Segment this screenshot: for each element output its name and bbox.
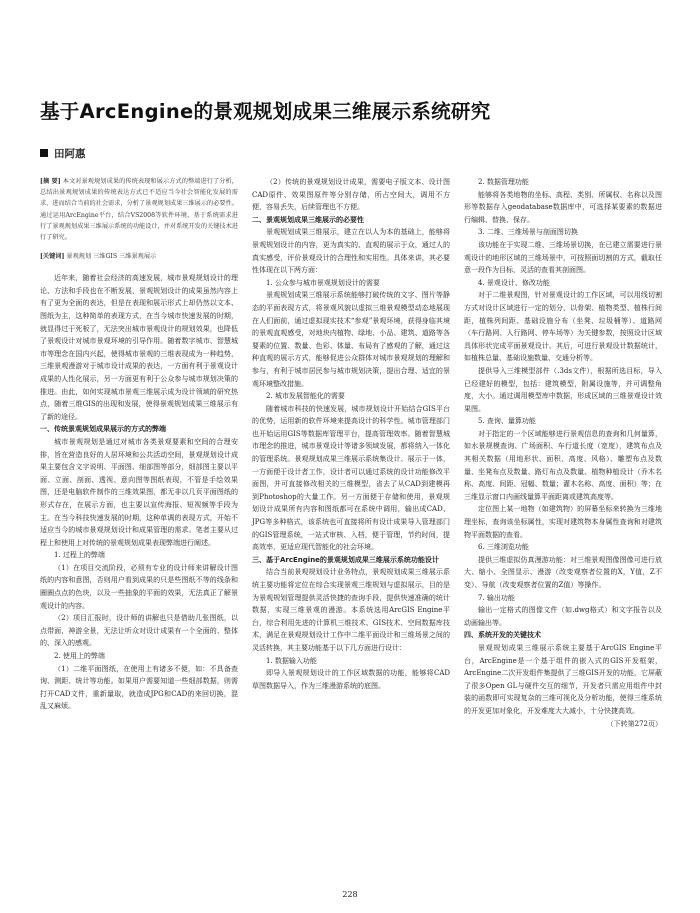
section-heading: 一、传统景观规划成果展示的方式的弊端 [40, 425, 166, 434]
subheading: 1. 数据输入功能 [266, 656, 317, 665]
paragraph: 能够将各类地物的坐标、高程、类别、所属权、名称以及图形等数据存入geodatabase数据库中，可选择某要素的数据进行编辑、替换、保存。 [464, 190, 662, 224]
paragraph: 景观规划成果三维展示系统能够打破传统的文字、图片等静态的平面表现方式，将景观风貌以虚拟三维景观模型动态地展现在人们面前，通过虚拟现实技术“参观”景观环境，获得身临其境的景观直观感受，对地块内植物、绿地、小品、建筑、道路等各要素的位置、数量、色彩、体量、布局有了感观的了解，通过这种直观的展示方式，能够促进公众群体对城市景观规划的理解和参与，有利于城市居民参与城市规划决策，提出合理、适宜的景观环境整改措施。 [252, 291, 450, 388]
abstract-label: [摘 要] [40, 178, 61, 185]
column-1 [40, 176, 238, 713]
paragraph: （2）传统的景观规划设计成果，需要电子版文本、设计图CAD原件、效果图原件等分别存储，所占空间大，调用不方便，容易丢失，后续管理也不方便。 [252, 178, 450, 212]
keywords [40, 251, 238, 262]
paragraph: 景观规划成果三维展示系统主要基于ArcGIS Engine平台，ArcEngine是一个基于组件的嵌入式的GIS开发框架，ArcEngine二次开发组件集提供了三维GIS开发的功能，它屏蔽了很多Open GL与硬件交互的细节，开发者只需应用组件中封装的函数即可实现复杂的三维可视化及分析功能，使得三维系统的开发更加对象化，开发难度大大减小，十分快捷高效。 [464, 643, 662, 715]
section-heading: 四、系统开发的关键技术 [464, 631, 541, 640]
abstract [40, 176, 238, 243]
continued-note: （下转第272页） [606, 719, 662, 728]
paragraph: 结合当前景观规划设计业务特点，景观规划成果三维展示系统主要功能将定位在综合实现景观三维规划与虚拟展示，目的是为景观规划管理提供灵活快捷的查询手段，提供快速准确的统计数据，实现三维景观的漫游。本系统选用ArcGIS Engine平台，综合利用先进的计算机三维技术、GIS技术、空间数据库技术，满足在景观规划设计工作中二维平面设计和三维场景之间的灵活转换，其主要功能基于以下几方面进行设计： [252, 568, 450, 652]
paragraph: 随着城市科技的快速发展，城市规划设计开始结合GIS平台的优势，运用新的软件环境来提高设计的科学性。城市管理部门也开始运用GIS等数据库管理平台，提高管理效率。随着智慧城市理念的推进，城市景观设计等诸多领域发展，都将纳入一体化的管理系统。景观规划成果三维展示系统集设计、展示于一体，一方面便于设计者工作，设计者可以通过系统的设计功能修改平面图，并可直接修改相关的三维模型，省去了从CAD到建模再到Photoshop的大量工作。另一方面便于存储和使用，景观规划设计成果所有内容和图纸都可在系统中调用，输出成CAD、JPG等多种格式，该系统也可直接将所有设计成果导入管理部门的GIS管理系统，一站式审核、入档，便于管理，节约时间，提高效率，更适应现代智能化的社会环境。 [252, 404, 450, 552]
abstract-text: 本文对景观规划成果的传统表现和展示方式的弊端进行了分析，总结出景观规划成果的传统表达方式已不适应当今社会智能化发展的需求，进而结合当前的社会需求，分析了景观规划成果三维展示的必要性。通过运用ArcEngine平台，结合VS2008等软件环境，基于系统需求进行了景观规划成果三维展示系统的功能设计，并对系统开发的关键技术进行了研究。 [40, 178, 238, 242]
subheading: 7. 输出功能 [478, 593, 515, 602]
subheading: 5. 查询、量算功能 [478, 417, 536, 426]
author-marker [40, 149, 48, 157]
subheading: 6. 三维浏览功能 [478, 543, 529, 552]
subheading: 4. 景观设计、修改功能 [478, 278, 550, 287]
paragraph: 城市景观规划是通过对城市各类景观要素和空间的合理安排，旨在营造良好的人居环境和公共活动空间，景观规划设计成果主要包含文字说明、平面图、细部图等部分，细部图主要以平面、立面、剖面、透视、意向图等图纸表现，不管是手绘效果图，还是电脑软件制作的三维效果图，都无非以几页平面图纸的形式存在，在展示方面，也主要以宣传海报、短视频等手段为主。在当今科技快速发展的时期，这种单调的表现方式，开始不适应当今的城市景观规划设计和成果管理的需求。笔者主要从过程上和使用上对传统的景观规划成果表现弊端进行阐述。 [40, 437, 238, 547]
paragraph: （2）项目汇报时，设计师的讲解也只是借助几张图纸，以点带面，神游全景，无法让听众对设计成果有一个全面的、整体的、深入的感观。 [40, 614, 238, 648]
paragraph: 输出一定格式的图像文件（如.dwg格式）和文字报告以及动画输出等。 [464, 606, 662, 627]
subheading: 2. 使用上的弊端 [54, 652, 105, 661]
subheading: 2. 数据管理功能 [478, 178, 529, 186]
paragraph: 提供导入三维模型部件（.3ds文件），根据所选目标，导入已经建好的模型，包括：建筑模型，附属设施等，并可调整角度，大小。通过调用模型库中数据，形成区域的三维景观设计效果图。 [464, 366, 662, 413]
section-heading: 二、景观规划成果三维展示的必要性 [252, 215, 364, 224]
page-number: 228 [342, 890, 358, 899]
author-line [40, 146, 86, 161]
paragraph: 对于二维景观图，针对景观设计的工作区域，可以用线切割方式对设计区域进行一定的划分，以骨架、植物类型、植株行间距，植株列间距、基础设施分布（坐凳、垃圾桶等）、道路网（车行路网、人行路网、停车场等）为关键参数，按照设计区域具体形状完成平面景观设计。其后，可进行景观设计数据统计，如植株总量、基础设施数量、交通分析等。 [464, 291, 662, 363]
subheading: 1. 公众参与城市景观规划设计的需要 [266, 278, 380, 287]
subheading: 2. 城市发展智能化的需要 [266, 392, 345, 401]
paragraph: 对于指定的一个区域能够进行景观信息的查询和几何量算，如水景规模查询、广场面积、车行道长度（宽度），建筑布点及其相关数据（用地形状、面积、高度、风格）、雕塑布点及数量、坐凳布点及数量、路灯布点及数量、植物种植设计（乔木名称、高度、间距、冠幅、数量；灌木名称、高度、面积）等；在三维显示窗口内画线量算平面距离或建筑高度等。 [464, 429, 662, 501]
paragraph: 即导入景观规划设计的工作区域数据的功能，能够将CAD草图数据导入，作为三维漫游系统的底图。 [252, 669, 450, 690]
author-name: 田阿惠 [54, 148, 86, 160]
section-heading: 三、基于ArcEngine的景观规划成果三维展示系统功能设计 [252, 555, 439, 564]
keywords-label: [关键词] [40, 253, 65, 261]
subheading: 1. 过程上的弊端 [54, 551, 105, 560]
subheading: 3. 二维、三维场景与剖面图切换 [478, 228, 578, 237]
paragraph: （1）二维平面图纸，在使用上有诸多不便，如：不具备查询、测距、统计等功能。如果用户需要知道一些细部数据，则需打开CAD文件，重新量取，就造成JPG和CAD的来回切换，混乱又麻烦。 [40, 664, 238, 711]
paragraph: 近年来，随着社会经济的高速发展，城市景观规划设计的理论、方法和手段也在不断发展，景观规划设计的成果虽然内容上有了更为全面的表达，但是在表现和展示形式上却仍然以文本、图纸为主，这种简单的表现方式，在当今城市快速发展的时期，就显得过于死板了，无法突出城市景观设计的规划效果，也降低了景观设计对城市景观环境的引导作用。随着数字城市、智慧城市等理念在国内兴起，使得城市景观的三维表现成为一种趋势，三维景观漫游对于城市设计成果的表达，一方面有利于景观设计成果的人性化展示，另一方面更有利于公众参与城市规划决策的推进。由此，如何实现城市景观三维展示成为设计领域的研究热点，随着三维GIS的出现和发展，使得景观规划成果三维展示有了新的途径。 [40, 274, 238, 421]
paragraph: 定位图上某一地物（如建筑物）的屏幕坐标来转换为三维地理坐标，查询该坐标属性，实现对建筑物本身属性查询和对建筑物平面数据的查看。 [464, 505, 662, 539]
paragraph: 提供三维虚拟仿真漫游功能：对三维景观图像图像可进行放大、缩小、全图显示、漫游（改变观察者位置的X，Y值，Z不变）、导航（改变观察者位置的Z值）等操作。 [464, 555, 662, 589]
keywords-text: 景观规划 三维GIS 三维景观展示 [66, 253, 157, 261]
paragraph: 景观规划成果三维展示，建立在以人为本的基础上，能够将景观规划设计的内容，更为真实的、直观的展示于众，通过人的真实感受，评价景观设计的合理性和实用性。具体来讲，其必要性体现在以下两方面： [252, 228, 450, 275]
paragraph: 该功能在于实现二维、三维场景切换，在已建立需要进行景观设计的地形区域的三维场景中，可按照面切割的方式，截取任意一段作为目标，灵活的查看其剖面图。 [464, 240, 662, 275]
paragraph: （1）在项目交流阶段，必须有专业的设计师来讲解设计图纸的内容和意图，否则用户看到成果的只是些图纸不等的线条和圈圈点点的色块，以及一些抽象的平面的效果，无法真正了解景观设计的内容。 [40, 563, 238, 610]
column-3 [464, 176, 662, 730]
article-title: 基于ArcEngine的景观规划成果三维展示系统研究 [40, 100, 491, 123]
column-2 [252, 176, 450, 692]
